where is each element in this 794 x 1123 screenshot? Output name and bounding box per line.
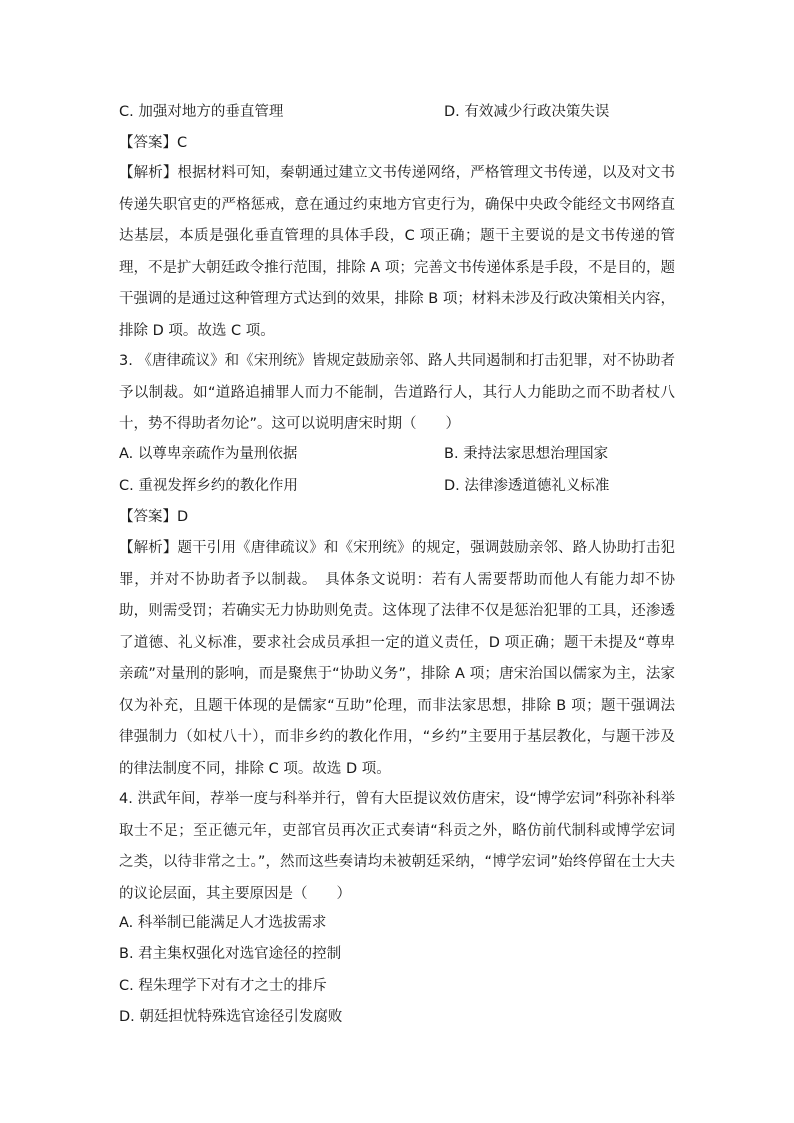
q3-stem: 3. 《唐律疏议》和《宋刑统》皆规定鼓励亲邻、路人共同遏制和打击犯罪，对不协助者予以制裁。如“道路追捕罪人而力不能制，告道路行人，其行人力能助之而不助者杖八十，势不得助者勿论”。这可以说明唐宋时期（ ） [119,353,675,432]
q2-answer: 【答案】C [119,135,188,151]
q4-option-d: D. 朝廷担忧特殊选官途径引发腐败 [119,1009,343,1025]
q3-analysis: 【解析】题干引用《唐律疏议》和《宋刑统》的规定，强调鼓励亲邻、路人协助打击犯罪，并对不协助者予以制裁。 具体条文说明：若有人需要帮助而他人有能力却不协助，则需受罚；若确实无力协助则免责。这体现了法律不仅是惩治犯罪的工具，还渗透了道德、礼义标准，要求社会成员承担一定的道义责任，D 项正确；题干未提及“尊卑亲疏”对量刑的影响，而是聚焦于“协助义务”，排除 A 项；唐宋治国以儒家为主，法家仅为补充，且题干体现的是儒家“互助”伦理，而非法家思想，排除 B 项；题干强调法律强制力（如杖八十），而非乡约的教化作用，“乡约”主要用于基层教化，与题干涉及的律法制度不同，排除 C 项。故选 D 项。 [119,540,675,777]
q2-option-d: D. 有效减少行政决策失误 [444,104,610,120]
q2-analysis: 【解析】根据材料可知，秦朝通过建立文书传递网络，严格管理文书传递，以及对文书传递失职官吏的严格惩戒，意在通过约束地方官吏行为，确保中央政令能经文书网络直达基层，本质是强化垂直管理的具体手段，C 项正确；题干主要说的是文书传递的管理，不是扩大朝廷政令推行范围，排除 A 项；完善文书传递体系是手段，不是目的，题干强调的是通过这种管理方式达到的效果，排除 B 项；材料未涉及行政决策相关内容，排除 D 项。故选 C 项。 [119,165,675,339]
q2-option-c: C. 加强对地方的垂直管理 [119,104,284,120]
q4-stem: 4. 洪武年间，荐举一度与科举并行，曾有大臣提议效仿唐宋，设“博学宏词”科弥补科举取士不足；至正德元年，吏部官员再次正式奏请“科贡之外，略仿前代制科或博学宏词之类，以待非常之士。”，然而这些奏请均未被朝廷采纳，“博学宏词”始终停留在士大夫的议论层面，其主要原因是（ ） [119,791,675,902]
q3-option-c: C. 重视发挥乡约的教化作用 [119,478,298,494]
q4-option-b: B. 君主集权强化对选官途径的控制 [119,946,342,962]
q3-option-a: A. 以尊卑亲疏作为量刑依据 [119,446,298,462]
q4-option-a: A. 科举制已能满足人才选拔需求 [119,915,327,931]
q4-option-c: C. 程朱理学下对有才之士的排斥 [119,978,327,994]
q3-option-d: D. 法律渗透道德礼义标准 [444,478,610,494]
q3-option-b: B. 秉持法家思想治理国家 [444,446,609,462]
q3-answer: 【答案】D [119,509,189,525]
